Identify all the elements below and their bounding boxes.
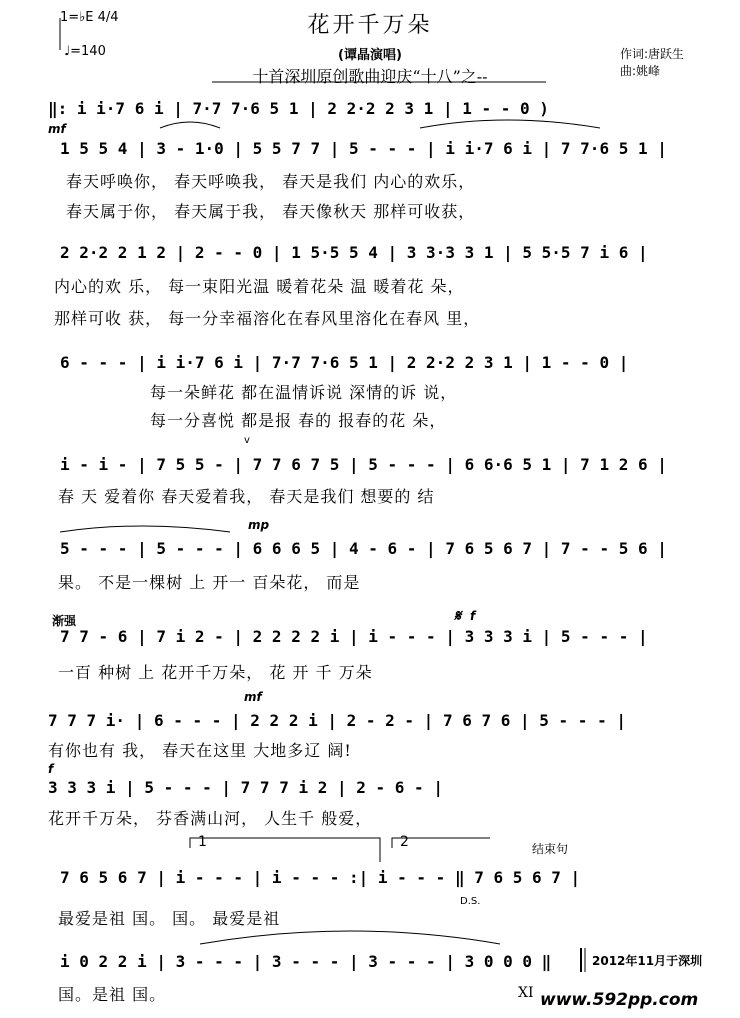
page-mark-xi: XI bbox=[518, 985, 534, 1001]
dynamic-mp: mp bbox=[248, 518, 270, 532]
dynamic-f-2: f bbox=[48, 762, 54, 776]
score-row-4-lyrics-2: 每一分喜悦 都是报 春的 报春的花 朵， bbox=[150, 411, 447, 430]
score-row-11-notes: i 0 2 2 i | 3 - - - | 3 - - - | 3 - - - | 3 0 0 0 ‖ bbox=[60, 952, 552, 971]
segno-sign: 𝄋 bbox=[454, 606, 461, 625]
dynamic-mf-2: mf bbox=[244, 690, 262, 704]
song-title: 花开千万朵 bbox=[307, 13, 433, 38]
lyricist-credit: 作词:唐跃生 bbox=[620, 47, 685, 61]
score-row-10-lyrics-1: 最爱是祖 国。 国。 最爱是祖 bbox=[58, 909, 281, 928]
crescendo-mark: 渐强 bbox=[52, 614, 77, 628]
score-row-9-lyrics-1: 花开千万朵， 芬香满山河， 人生千 般爱， bbox=[48, 809, 373, 828]
tempo-marking: ♩=140 bbox=[64, 44, 106, 59]
score-row-2-notes: 1 5 5 4 | 3 - 1·0 | 5 5 7 7 | 5 - - - | i i·7 6 i | 7 7·6 5 1 | bbox=[60, 139, 667, 158]
score-row-7-lyrics-1: 一百 种树 上 花开千万朵， 花 开 千 万朵 bbox=[58, 663, 373, 682]
volta-1-label: 1 bbox=[198, 834, 207, 850]
score-row-8-notes: 7 7 7 i· | 6 - - - | 2 2 2 i | 2 - 2 - | 7 6 7 6 | 5 - - - | bbox=[48, 711, 626, 730]
occasion-subtitle: 十首深圳原创歌曲迎庆“十八”之-- bbox=[252, 67, 488, 86]
score-row-5-lyrics-1: 春 天 爱着你 春天爱着我， 春天是我们 想要的 结 bbox=[58, 487, 435, 506]
score-row-4-notes: 6 - - - | i i·7 6 i | 7·7 7·6 5 1 | 2 2·2 2 3 1 | 1 - - 0 | bbox=[60, 353, 629, 372]
score-row-4-lyrics-1: 每一朵鲜花 都在温情诉说 深情的诉 说， bbox=[150, 383, 458, 402]
dynamic-f-1: f bbox=[470, 609, 476, 623]
singer-credit: (谭晶演唱) bbox=[338, 48, 402, 63]
score-row-3-lyrics-1: 内心的欢 乐， 每一束阳光温 暖着花朵 温 暖着花 朵， bbox=[54, 277, 465, 296]
score-row-3-notes: 2 2·2 2 1 2 | 2 - - 0 | 1 5·5 5 4 | 3 3·3 3 1 | 5 5·5 7 i 6 | bbox=[60, 243, 648, 262]
score-row-5-notes: i - i - | 7 5 5 - | 7 7 6 7 5 | 5 - - - | 6 6·6 5 1 | 7 1 2 6 | bbox=[60, 455, 667, 474]
watermark-site: www.592pp.com bbox=[540, 990, 699, 1010]
score-row-6-lyrics-1: 果。 不是一棵树 上 开一 百朵花， 而是 bbox=[58, 573, 361, 592]
score-row-2-lyrics-1: 春天呼唤你， 春天呼唤我， 春天是我们 内心的欢乐， bbox=[66, 172, 476, 191]
dynamic-mf: mf bbox=[48, 122, 66, 136]
score-row-2-lyrics-2: 春天属于你， 春天属于我， 春天像秋天 那样可收获， bbox=[66, 202, 476, 221]
score-row-8-lyrics-1: 有你也有 我， 春天在这里 大地多辽 阔! bbox=[48, 741, 352, 760]
key-signature: 1=♭E 4/4 bbox=[60, 10, 119, 25]
composition-date: 2012年11月于深圳 bbox=[592, 954, 703, 968]
score-row-7-notes: 7 7 - 6 | 7 i 2 - | 2 2 2 2 i | i - - - | 3 3 3 i | 5 - - - | bbox=[60, 627, 648, 646]
score-row-3-lyrics-2: 那样可收 获， 每一分幸福溶化在春风里溶化在春风 里， bbox=[54, 309, 481, 328]
ending-label: 结束句 bbox=[532, 842, 569, 856]
score-row-11-lyrics-1: 国。是祖 国。 bbox=[58, 985, 167, 1004]
score-row-9-notes: 3 3 3 i | 5 - - - | 7 7 7 i 2 | 2 - 6 - | bbox=[48, 778, 443, 797]
composer-credit: 曲:姚峰 bbox=[620, 64, 661, 78]
score-row-1-notes: ‖: i i·7 6 i | 7·7 7·6 5 1 | 2 2·2 2 3 1 | 1 - - 0 ) bbox=[48, 99, 549, 118]
volta-2-label: 2 bbox=[400, 834, 409, 850]
dal-segno-mark: D.S. bbox=[460, 896, 481, 907]
breath-mark: v bbox=[244, 435, 250, 446]
score-row-10-notes: 7 6 5 6 7 | i - - - | i - - - :| i - - - ‖ 7 6 5 6 7 | bbox=[60, 868, 581, 887]
score-row-6-notes: 5 - - - | 5 - - - | 6 6 6 5 | 4 - 6 - | 7 6 5 6 7 | 7 - - 5 6 | bbox=[60, 539, 667, 558]
